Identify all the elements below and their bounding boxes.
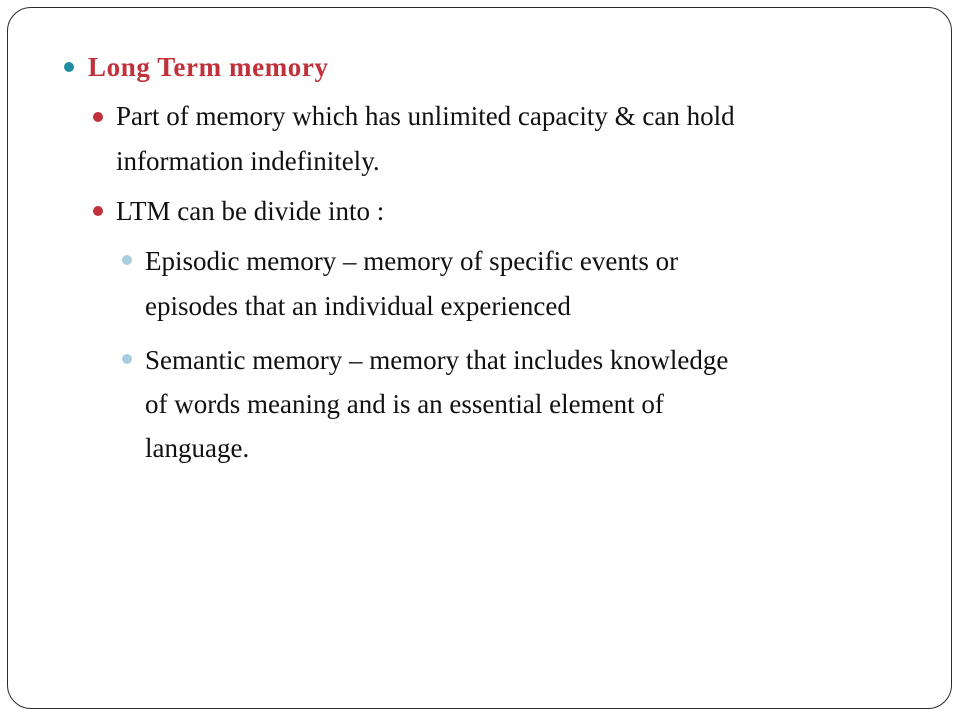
point-text: LTM can be divide into : xyxy=(116,196,385,226)
bullet-icon xyxy=(93,112,103,122)
point-text: information indefinitely. xyxy=(116,146,380,176)
bullet-icon xyxy=(93,206,103,216)
subpoint-text: episodes that an individual experienced xyxy=(145,291,571,321)
subpoint-text: language. xyxy=(145,433,250,463)
bullet-icon xyxy=(64,62,74,72)
bullet-icon xyxy=(122,255,132,265)
subpoint-text: of words meaning and is an essential element of xyxy=(145,389,664,419)
section-title: Long Term memory xyxy=(88,52,329,82)
subpoint-text: Semantic memory – memory that includes knowledge xyxy=(145,345,729,375)
subpoint-text: Episodic memory – memory of specific events or xyxy=(145,246,679,276)
bullet-icon xyxy=(122,354,132,364)
point-text: Part of memory which has unlimited capacity & can hold xyxy=(116,101,735,131)
